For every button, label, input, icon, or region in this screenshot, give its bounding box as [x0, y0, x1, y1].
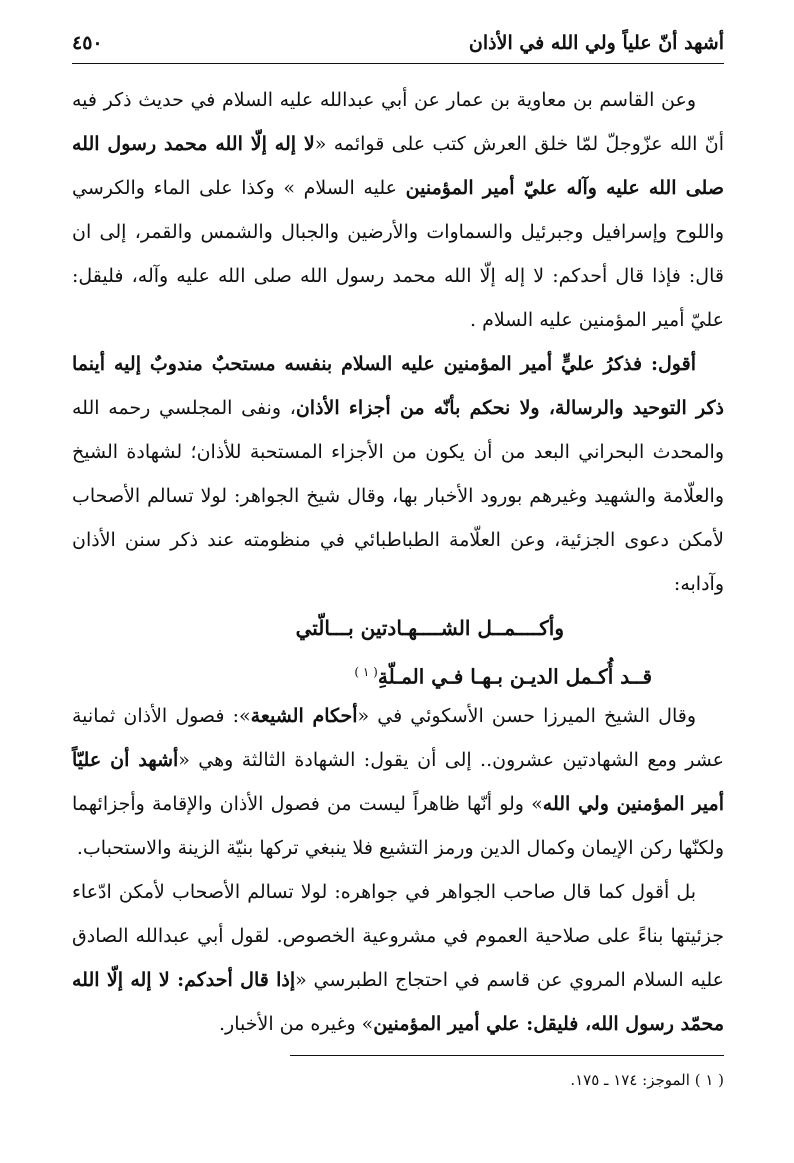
bold-quote: إذا قال أحدكم: لا إله إلّا الله محمّد رسول الله، فليقل: علي أمير المؤمنين: [72, 969, 724, 1035]
paragraph-text: ، ونفى المجلسي رحمه الله والمحدث البحراني البعد من أن يكون من الأجزاء المستحبة للأذان؛ لشهادة الشيخ والعلّامة والشهيد وغيرهم بورود الأخبار بها، وقال شيخ الجواهر: لولا تسالم الأصحاب لأمكن دعوى الجزئية، وعن العلّامة الطباطبائي في منظومته عند ذكر سنن الأذان وآدابه:: [72, 397, 724, 595]
poem-verses: [72, 606, 724, 694]
footnote-marker: ( ١ ): [354, 665, 378, 679]
poem-verse-2: [354, 650, 652, 699]
paragraph-text: » وغيره من الأخبار.: [219, 1013, 374, 1035]
book-title: أحكام الشيعة: [250, 705, 358, 727]
footnote-divider: [290, 1055, 724, 1056]
paragraph-text: »: فصول الأذان ثمانية عشر ومع الشهادتين عشرون.. إلى أن يقول: الشهادة الثالثة وهي «: [72, 705, 724, 771]
bold-statement: أقول: فذكرُ عليٍّ أمير المؤمنين عليه السلام بنفسه مستحبٌ مندوبٌ إليه أينما ذكر التوحيد والرسالة، ولا نحكم بأنّه من أجزاء الأذان: [72, 353, 724, 419]
poem-verse-1: وأكــــمــل الشــــهـادتين بـــالّتي: [295, 616, 564, 640]
paragraph-comment: [72, 342, 724, 606]
page-body: [72, 78, 724, 1046]
paragraph-text: وعن القاسم بن معاوية بن عمار عن أبي عبدالله عليه السلام في حديث ذكر فيه أنّ الله عزّوجلّ لمّا خلق العرش كتب على قوائمه «: [72, 89, 724, 155]
running-title: أشهد أنّ علياً ولي الله في الأذان: [468, 32, 724, 54]
paragraph-text: » ولو أنّها ظاهراً ليست من فصول الأذان والإقامة وأجزائهما ولكنّها ركن الإيمان وكمال الدين ورمز التشيع فلا ينبغي تركها بنيّة الزينة والاستحباب.: [72, 793, 724, 859]
bold-quote: لا إله إلّا الله محمد رسول الله صلى الله عليه وآله عليّ أمير المؤمنين: [72, 133, 724, 199]
footnote: ( ١ ) الموجز: ١٧٤ ـ ١٧٥.: [570, 1071, 724, 1089]
paragraph-hadith: [72, 78, 724, 342]
header-divider: [72, 63, 724, 64]
paragraph-askui: [72, 694, 724, 870]
page-number: ٤٥٠: [72, 32, 103, 54]
poem-verse-2-text: قــد أُكـمل الديـن بـهـا فـي المـلّةِ: [377, 664, 652, 689]
paragraph-text: بل أقول كما قال صاحب الجواهر في جواهره: لولا تسالم الأصحاب لأمكن ادّعاء جزئيتها بناءً على صلاحية العموم في مشروعية الخصوص. لقول أبي عبدالله الصادق عليه السلام المروي عن قاسم في احتجاج الطبرسي «: [72, 881, 725, 991]
page-header: [72, 28, 724, 64]
paragraph-conclusion: [72, 870, 724, 1046]
paragraph-text: وقال الشيخ الميرزا حسن الأسكوئي في «: [357, 705, 696, 727]
paragraph-text: عليه السلام » وكذا على الماء والكرسي واللوح وإسرافيل وجبرئيل والسماوات والأرضين والجبال والشمس والقمر، إلى ان قال: فإذا قال أحدكم: لا إله إلّا الله محمد رسول الله صلى الله عليه وآله، فليقل: عليّ أمير المؤمنين عليه السلام .: [72, 177, 724, 331]
bold-quote: أشهد أن عليّاً أمير المؤمنين ولي الله: [72, 749, 724, 815]
